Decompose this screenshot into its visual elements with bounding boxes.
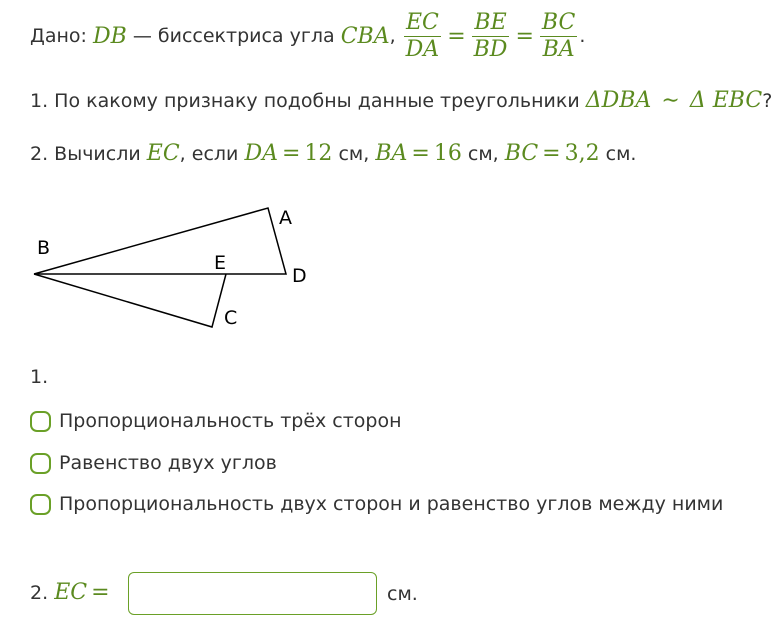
question-1-text: 1. По какому признаку подобны данные треугольники xyxy=(30,90,580,112)
ba-symbol: BA xyxy=(375,141,408,166)
given-label: Дано: xyxy=(30,25,87,47)
label-e: E xyxy=(214,252,227,274)
given-comma: , xyxy=(389,25,396,47)
option-two-sides-angle[interactable] xyxy=(30,493,723,515)
fraction-ec-da xyxy=(404,10,442,63)
similar-sign: ∼ xyxy=(661,88,680,113)
label-d: D xyxy=(292,265,307,287)
angle-name: CBA xyxy=(340,23,390,49)
question-2-text: 2. Вычисли xyxy=(30,143,141,165)
question-2 xyxy=(30,141,636,166)
da-symbol: DA xyxy=(244,141,278,166)
answer-unit: см. xyxy=(387,583,418,605)
option-label: Равенство двух углов xyxy=(59,452,277,474)
answer-part-2-label: 2. xyxy=(30,582,49,604)
ec-symbol: EC xyxy=(146,141,180,166)
equals-sign: = xyxy=(447,23,466,49)
fraction-numerator: BC xyxy=(541,9,576,35)
fraction-denominator: DA xyxy=(405,36,440,62)
label-b: B xyxy=(37,237,51,259)
option-label: Пропорциональность трёх сторон xyxy=(59,410,402,432)
equals-sign: = xyxy=(91,580,110,605)
label-a: A xyxy=(279,207,292,229)
fraction-denominator: BA xyxy=(542,36,575,62)
question-1 xyxy=(30,88,772,113)
ba-value: 16 xyxy=(433,141,462,166)
equals-sign: = xyxy=(281,141,301,166)
equals-sign: = xyxy=(515,23,534,49)
checkbox[interactable] xyxy=(30,494,51,515)
fraction-bc-ba xyxy=(540,10,577,63)
bisector-segment: DB xyxy=(92,23,127,49)
unit-cm: см, xyxy=(338,143,370,165)
option-three-sides[interactable] xyxy=(30,410,402,432)
option-label: Пропорциональность двух сторон и равенство углов между ними xyxy=(59,493,724,515)
ec-symbol: EC xyxy=(54,580,88,605)
given-line xyxy=(30,8,585,64)
unit-cm: см, xyxy=(467,143,499,165)
bc-value: 3,2 xyxy=(564,141,600,166)
equals-sign: = xyxy=(542,141,561,166)
answer-part-1-label: 1. xyxy=(30,366,49,388)
da-value: 12 xyxy=(304,141,333,166)
fraction-numerator: BE xyxy=(472,10,510,37)
triangle-figure xyxy=(0,190,330,340)
question-2-if: , если xyxy=(179,143,239,165)
given-end: . xyxy=(579,25,586,47)
triangle-bec xyxy=(34,274,226,327)
label-c: C xyxy=(224,307,238,329)
triangle-dba: ΔDBA xyxy=(585,88,652,113)
fraction-be-bd xyxy=(472,10,510,63)
option-two-angles[interactable] xyxy=(30,452,277,474)
given-text: — биссектриса угла xyxy=(132,25,335,47)
unit-cm: см. xyxy=(605,143,637,165)
bc-symbol: BC xyxy=(504,141,539,166)
fraction-denominator: BD xyxy=(473,36,508,62)
answer-part-2 xyxy=(30,580,114,605)
ec-answer-input[interactable] xyxy=(128,572,377,615)
question-1-end: ? xyxy=(762,90,773,112)
equals-sign: = xyxy=(411,141,430,166)
checkbox[interactable] xyxy=(30,453,51,474)
triangle-ebc: Δ EBC xyxy=(689,88,763,113)
fraction-numerator: EC xyxy=(404,10,442,37)
checkbox[interactable] xyxy=(30,411,51,432)
triangle-abd xyxy=(34,208,286,274)
